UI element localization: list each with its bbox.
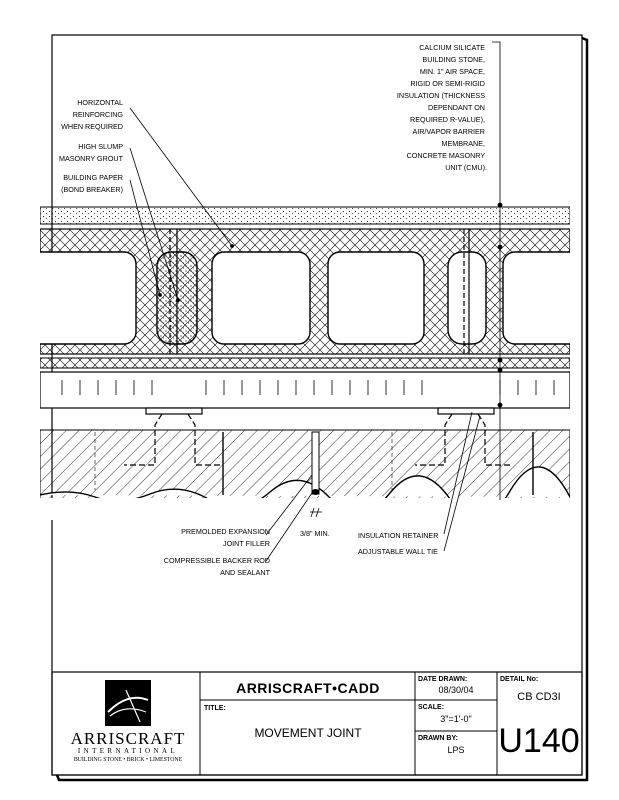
callout-expansion-filler: PREMOLDED EXPANSION JOINT FILLER — [181, 527, 270, 548]
company-name: ARRISCRAFT — [70, 729, 186, 748]
callout-wall-assembly: CALCIUM SILICATE BUILDING STONE, MIN. 1" AIR SPACE, RIGID OR SEMI-RIGID INSULATION (THICKNESS DEPENDANT ON REQUIRED R-VALUE), AIR/VAPOR BARRIER MEMBRANE, CONCRETE MASONRY UNIT (CMU). — [396, 43, 487, 172]
drawn-value: LPS — [447, 745, 465, 755]
detail-code: CB CD3I — [517, 691, 561, 703]
callout-wall-tie: ADJUSTABLE WALL TIE — [358, 547, 438, 556]
insulation-board — [40, 358, 570, 368]
scale-label: SCALE: — [418, 704, 445, 711]
cmu-cores — [20, 252, 593, 344]
company-products: BUILDING STONE • BRICK • LIMESTONE — [73, 757, 183, 763]
wall-section-drawing — [20, 207, 593, 528]
callout-high-slump-grout: HIGH SLUMP MASONRY GROUT — [58, 142, 123, 163]
company-sub: INTERNATIONAL — [77, 747, 179, 755]
title-value: MOVEMENT JOINT — [254, 726, 362, 740]
grout-joint-right — [448, 252, 486, 344]
title-label: TITLE: — [204, 705, 226, 712]
scale-value: 3"=1'-0" — [440, 714, 472, 724]
air-space — [40, 372, 570, 408]
corner-shadow-right — [57, 38, 587, 780]
callout-horizontal-reinforcing: HORIZONTAL REINFORCING WHEN REQUIRED — [61, 98, 123, 131]
cadd-label: ARRISCRAFT•CADD — [236, 680, 380, 696]
callout-joint-width: 3/8" MIN. — [300, 529, 330, 538]
detail-label: DETAIL No: — [500, 676, 539, 683]
title-block — [52, 672, 582, 775]
stone-veneer — [40, 207, 570, 224]
date-label: DATE DRAWN: — [418, 676, 468, 683]
detail-number: U140 — [498, 722, 580, 760]
arriscraft-logo — [105, 680, 151, 726]
callout-building-paper: BUILDING PAPER (BOND BREAKER) — [61, 173, 123, 194]
callout-backer-rod: COMPRESSIBLE BACKER ROD AND SEALANT — [163, 556, 270, 577]
callout-insulation-retainer: INSULATION RETAINER — [358, 531, 439, 540]
drawn-label: DRAWN BY: — [418, 735, 458, 742]
expansion-joint-filler — [312, 432, 319, 494]
date-value: 08/30/04 — [438, 685, 474, 695]
